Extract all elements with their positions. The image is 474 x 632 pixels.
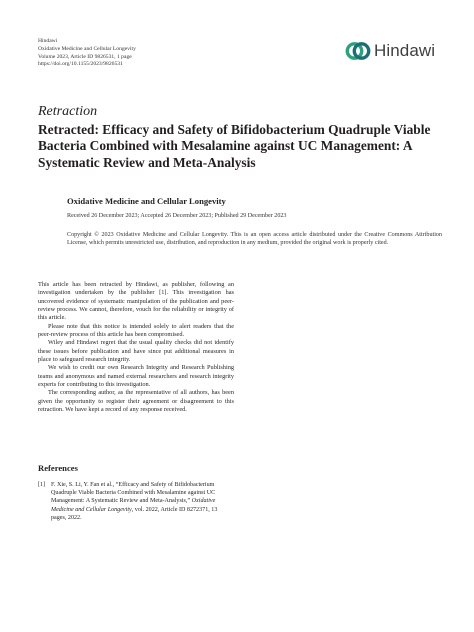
publication-dates: Received 26 December 2023; Accepted 26 December 2023; Published 29 December 2023 xyxy=(67,213,287,219)
reference-citation: F. Xie, S. Li, Y. Fan et al., “Efficacy and Safety of Bifidobacterium Quadruple Viable Bacteria Combined with Mesalamine against UC Management: A Systematic Review and Meta-Analysis,” xyxy=(51,482,216,505)
body-paragraph: This article has been retracted by Hindawi, as publisher, following an investigation undertaken by the publisher [1]. This investigation has uncovered evidence of systematic manipulation of the publication and peer-review process. We cannot, therefore, vouch for the reliability or integrity of this article. xyxy=(38,281,234,322)
reference-number: [1] xyxy=(38,482,46,488)
article-title: Retracted: Efficacy and Safety of Bifidobacterium Quadruple Viable Bacteria Combined with Mesalamine against UC Management: A Systematic Review and Meta-Analysis xyxy=(38,122,431,170)
body-paragraph: Please note that this notice is intended solely to alert readers that the peer-review process of this article has been compromised. xyxy=(38,322,234,339)
publisher-name: Hindawi xyxy=(38,38,58,44)
reference-details: , vol. 2022, Article ID 8272371, 13 pages, 2022. xyxy=(51,506,218,521)
article-header-meta xyxy=(38,38,136,69)
references-heading: References xyxy=(38,463,78,473)
reference-item xyxy=(38,481,234,522)
volume-line: Volume 2023, Article ID 9826531, 1 page xyxy=(38,53,132,60)
hindawi-logo-icon xyxy=(345,38,371,64)
body-paragraph: Wiley and Hindawi regret that the usual quality checks did not identify these issues before publication and have since put additional measures in place to safeguard research integrity. xyxy=(38,339,234,364)
body-paragraph: We wish to credit our own Research Integrity and Research Publishing teams and anonymous and named external researchers and research integrity experts for contributing to this investigation. xyxy=(38,364,234,389)
journal-name: Oxidative Medicine and Cellular Longevity xyxy=(38,45,136,52)
article-type: Retraction xyxy=(38,104,98,119)
copyright-notice: Copyright © 2023 Oxidative Medicine and Cellular Longevity. This is an open access article distributed under the Creative Commons Attribution License, which permits unrestricted use, distribution, and reproduction in any medium, provided the original work is properly cited. xyxy=(67,232,442,247)
doi-link[interactable]: https://doi.org/10.1155/2023/9826531 xyxy=(38,61,123,68)
article-body xyxy=(38,281,234,415)
body-paragraph: The corresponding author, as the representative of all authors, has been given the opportunity to register their agreement or disagreement to this retraction. We have kept a record of any response received. xyxy=(38,389,234,414)
logo-text: Hindawi xyxy=(374,41,436,60)
hindawi-logo xyxy=(345,38,435,64)
reference-text xyxy=(51,481,234,522)
reference-journal: Oxidative Medicine and Cellular Longevity xyxy=(51,498,216,513)
journal-label: Oxidative Medicine and Cellular Longevity xyxy=(67,196,226,206)
